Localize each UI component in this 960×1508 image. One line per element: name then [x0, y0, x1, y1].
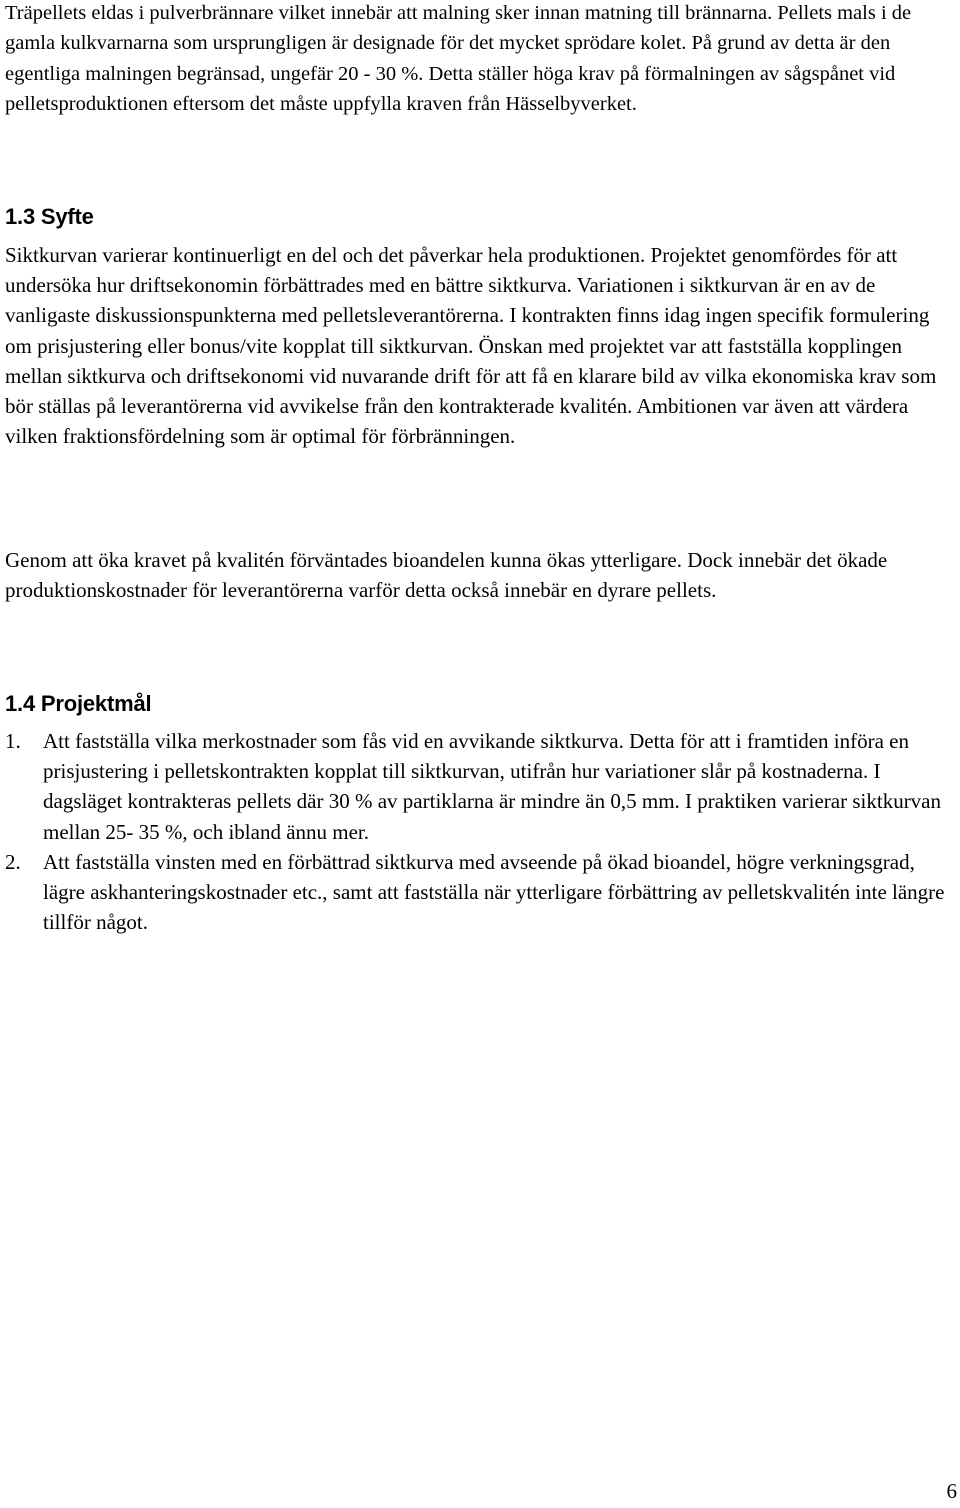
projektmal-list — [5, 726, 957, 937]
intro-paragraph: Träpellets eldas i pulverbrännare vilket innebär att malning sker innan matning till brännarna. Pellets mals i de gamla kulkvarnarna som ursprungligen är designade för det mycket sprödare kolet. På grund av detta är den egentliga malningen begränsad, ungefär 20 - 30 %. Detta ställer höga krav på förmalningen av sågspånet vid pelletsproduktionen eftersom det måste uppfylla kraven från Hässelbyverket. — [5, 2, 912, 116]
list-item-text: Att fastställa vilka merkostnader som fås vid en avvikande siktkurva. Detta för att i framtiden införa en prisjustering i pelletskontrakten kopplat till siktkurvan, utifrån hur variationer slår på kostnaderna. I dagsläget kontrakteras pellets där 30 % av partiklarna är mindre än 0,5 mm. I praktiken varierar siktkurvan mellan 25- 35 %, och ibland ännu mer. — [43, 729, 942, 844]
syfte-paragraph-1: Siktkurvan varierar kontinuerligt en del och det påverkar hela produktionen. Projektet genomfördes för att undersöka hur driftsekonomin förbättrades med en bättre siktkurva. Variationen i siktkurvan är en av de vanligaste diskussionspunkterna med pelletsleverantörerna. I kontrakten finns idag ingen specifik formulering om prisjustering eller bonus/vite kopplat till siktkurvan. Önskan med projektet var att fastställa kopplingen mellan siktkurva och driftsekonomi vid nuvarande drift för att få en klarare bild av vilka ekonomiska krav som bör ställas på leverantörerna vid avvikelse från den kontrakterade kvalitén. Ambitionen var även att värdera vilken fraktionsfördelning som är optimal för förbränningen. — [5, 243, 937, 449]
list-item-number: 2. — [5, 849, 21, 874]
list-item-number: 1. — [5, 729, 21, 753]
syfte-paragraph-2: Genom att öka kravet på kvalitén förväntades bioandelen kunna ökas ytterligare. Dock innebär det ökade produktionskostnader för leverantörerna varför detta också innebär en dyrare pellets. — [5, 548, 888, 603]
list-item — [5, 726, 957, 847]
list-item-text: Att fastställa vinsten med en förbättrad siktkurva med avseende på ökad bioandel, högre verkningsgrad, lägre askhanteringskostnader etc., samt att fastställa när ytterligare förbättring av pelletskvalitén inte längre tillför något. — [43, 849, 945, 935]
section-heading-syfte: 1.3 Syfte — [5, 204, 94, 229]
list-item — [5, 847, 957, 938]
page-number: 6 — [946, 1479, 957, 1503]
section-heading-projektmal: 1.4 Projektmål — [5, 691, 152, 716]
